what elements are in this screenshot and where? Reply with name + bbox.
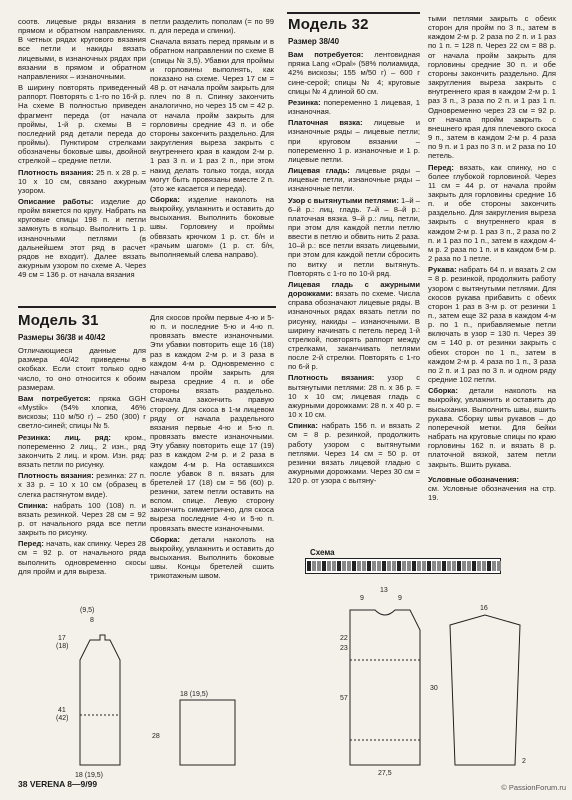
dim-label: 17	[58, 635, 66, 642]
elongated-stitch-paragraph: Узор с вытянутыми петлями: 1–й – 6–й р.: лиц. гладь. 7–й – 8–й р.: платочная вязка. 9–й р.: лиц. петли, при этом для каждой петли петлю ввести в петлю и обвить нить 2 раза. 10–й р.: все петли вязать лицевыми, при этом для каждой петли сбросить по витку и петли вытянуть. Повторять с 1-го по 10-й ряд.	[288, 195, 421, 278]
chart-cell	[437, 561, 441, 571]
sleeve-paragraph: Рукава: набрать 64 п. и вязать 2 см = 8 р. резинкой, продолжить работу узором с вытянутыми петлями. Для скосов рукава прибавить с обеих сторон 1 раз в 3-м р. от резинки 1 п., затем еще 32 раза в каждом 4-м р. по 1 п., прибавляемые петли включать в узор = 130 п. Через 39 см = 140 р. от резинки закрыть с обеих сторон по 1 п., затем в каждом 2-м р. 4 раза по 1 п., 3 раза по 2 п. и 1 раз по 3 п. и одном ряду средние 102 петли.	[428, 265, 556, 385]
col2-bottom-text	[150, 313, 274, 583]
dim-label: 28	[152, 733, 160, 740]
chart-cell	[357, 561, 361, 571]
dim-label: (18)	[56, 643, 69, 650]
dim-label: 2	[522, 758, 526, 765]
rib-paragraph: Резинка: лиц. ряд: кром., попеременно 2 лиц., 2 изн., ряд закончить 2 лиц. и кром. Изн. ряд: вязать петли по рисунку.	[18, 432, 146, 470]
legend-paragraph: Условные обозначения: см. Условные обозначения на стр. 19.	[428, 474, 556, 502]
chart-cell	[367, 561, 371, 571]
back-paragraph: Спинка: набрать 156 п. и вязать 2 см = 8 р. резинкой, продолжить работу узором с вытянутыми петлями. Через 14 см = 50 р. от резинки вязать лицевой гладью с ажурными дорожками. Через 30 см = 120 р. от узора с вытяну-	[288, 421, 420, 486]
dim-label: 27,5	[378, 770, 392, 777]
model32-section	[288, 17, 420, 487]
chart-cell	[487, 561, 491, 571]
dim-label: (42)	[56, 715, 69, 722]
assembly-paragraph: Сборка: детали наколоть на выкройку, увлажнить и оставить до высыхания. Выполнить боковые швы. Концы бретелей сшить трикотажным швом.	[150, 534, 274, 581]
chart-cell	[347, 561, 351, 571]
paragraph: петли разделить пополам (= по 99 п. для переда и спинки).	[150, 17, 274, 36]
assembly-paragraph: Сборка: изделие наколоть на выкройку, увлажнить и оставить до высыхания. Выполнить боковые швы. Горловину и проймы обвязать крючком 1 р. ст. б/н и «рачьим шагом» (1 р. ст. б/н, выполняемый слева направо).	[150, 194, 274, 259]
model32-divider	[287, 12, 420, 14]
materials-paragraph: Вам потребуется: пряжа GGH «Mystik» (54% хлопка, 46% вискозы; 110 м/50 г) – 250 (300) г светло-синей; спицы № 5.	[18, 393, 146, 431]
density-paragraph: Плотность вязания: резинка: 27 п. x 33 р. = 10 x 10 см (образец в слегка растянутом виде).	[18, 471, 146, 499]
dim-label: 41	[58, 707, 66, 714]
chart-cell	[327, 561, 331, 571]
chart-cell	[372, 561, 376, 571]
dim-label: 23	[340, 645, 348, 652]
paragraph: соотв. лицевые ряды вязания в прямом и обратном направлениях. В четных рядах кругового вязания все петли и накиды вязать лицевыми, в изнаночных рядах при вязании в прямом и обратном направлениях – изнаночными.	[18, 17, 146, 81]
paragraph: Отличающиеся данные для размера 40/42 приведены в скобках. Если стоит только одно число, то оно относится к обоим размерам.	[18, 346, 146, 392]
chart-cell	[442, 561, 446, 571]
model32-sizes: Размер 38/40	[288, 37, 340, 46]
paragraph: Сначала вязать перед прямым и в обратном направлении по схеме B (спицы № 3,5). Убавки для проймы и горловины выполнять, как показано на схеме. Через 17 см = 48 р. от начала пройм закрыть для плеч по 8 п. Спинку закончить аналогично, но через 15 см = 42 р. от начала пройм закрыть для горловины средние 43 п. и обе стороны закончить раздельно. Для закругления выреза закрыть с внутреннего края в каждом 2-м р. 1 раз 3 п. и 1 раз 2 п., при этом накид делать только тогда, когда могут быть провязаны вместе 2 п. (это же касается и переда).	[150, 37, 274, 193]
chart-cell	[402, 561, 406, 571]
chart-cell	[472, 561, 476, 571]
density-paragraph: Плотность вязания: узор с вытянутыми петлями: 28 п. x 36 р. = 10 x 10 см; лицевая гладь с ажурными дорожками: 28 п. x 40 р. = 10 x 10 см.	[288, 373, 420, 420]
chart-cell	[462, 561, 466, 571]
chart-cell	[377, 561, 381, 571]
model31-divider	[18, 306, 276, 308]
stockinette-paragraph: Лицевая гладь: лицевые ряды – лицевые петли, изнаночные ряды – изнаночные петли.	[288, 166, 420, 194]
chart-cell	[332, 561, 336, 571]
chart-cell	[417, 561, 421, 571]
chart-cell	[322, 561, 326, 571]
dim-label: (9,5)	[80, 607, 95, 614]
chart-cell	[447, 561, 451, 571]
chart-cell	[312, 561, 316, 571]
dim-label: 30	[430, 685, 438, 692]
dim-label: 9	[398, 595, 402, 602]
paragraph: Для скосов пройм первые 4-ю и 5-ю п. и последние 5-ю и 4-ю п. провязать вместе изнаночными. Эти убавки повторить еще 16 (18) раз в каждом 2-м р. и 3 раза в каждом 4-м р. Одновременно с началом пройм закрыть для выреза средние 4 п. и обе стороны вязать раздельно. Сначала закончить правую сторону. Для скоса в 1-м лицевом ряду от начала раздельного вязания первые 4-ю и 5-ю п. провязать вместе изнаночными. Эту убавку повторить еще 17 (19) раз в каждом 2-м р. и 2 раза в каждом 4-м р. На оставшихся после убавок 8 п. вязать для бретелей 17 (18) см = 56 (60) р. резинки, затем петли оставить на вспом. спице. Левую сторону закончить симметрично, для скоса выреза последние 4-ю и 5-ю п. провязать вместе изнаночными.	[150, 313, 274, 533]
dim-label: 9	[360, 595, 364, 602]
back-paragraph: Спинка: набрать 100 (108) п. и вязать резинкой. Через 28 см = 92 р. от начального ряда все петли закрыть по рисунку.	[18, 500, 146, 538]
model31-sizes: Размеры 36/38 и 40/42	[18, 333, 106, 342]
dim-label: 16	[480, 605, 488, 612]
model31-title: Модель 31	[18, 312, 99, 329]
chart-cell	[492, 561, 496, 571]
chart-cell	[317, 561, 321, 571]
chart-cell	[432, 561, 436, 571]
chart-cell	[382, 561, 386, 571]
chart-cell	[337, 561, 341, 571]
col2-top-text	[150, 17, 274, 261]
chart-cell	[342, 561, 346, 571]
paragraph: В ширину повторять приведенный раппорт. Повторять с 1-го по 16-й р. На схеме B полностью приведен фрагмент переда (от начала проймы, 1-й р. схемы B = последний ряд детали переда до проймы). Пунктиром стрелками обозначены боковые швы, двойной стрелкой – средние петли.	[18, 83, 146, 166]
density-paragraph: Плотность вязания: 25 п. x 28 р. = 10 x 10 см, связано ажурным узором.	[18, 167, 146, 195]
col4-text	[428, 14, 556, 504]
chart-cell	[362, 561, 366, 571]
front-paragraph: Перед: начать, как спинку. Через 28 см = 92 р. от начального ряда выполнить одновременно скосы для пройм и для выреза.	[18, 539, 146, 576]
dim-label: 57	[340, 695, 348, 702]
chart-cell	[407, 561, 411, 571]
col1-top-text	[18, 17, 146, 281]
chart-cell	[392, 561, 396, 571]
model31-pattern-diagram	[20, 600, 280, 780]
dim-label: 22	[340, 635, 348, 642]
paragraph: тыми петлями закрыть с обеих сторон для пройм по 3 п., затем в каждом 2-м р. 2 раза по 2 п. и 1 раз по 1 п. = 128 п. Через 22 см = 88 р. от начала пройм закрыть для горловины средние 30 п. и обе стороны закончить раздельно. Для закругления выреза закрыть с внутреннего края в каждом 2-м р. 1 раз 3 п., 3 раза по 2 п. и 1 раз 1 п. Одновременно через 23 см = 92 р. от начала пройм закрыть с внешнего края для плечевого скоса 9 п., затем в каждом 2-м р. 4 раза по 9 п. и 1 раз по 3 п. и 2 раза по 10 петель.	[428, 14, 556, 161]
assembly-paragraph: Сборка: детали наколоть на выкройку, увлажнить и оставить до высыхания. Выполнить швы, вшить рукава. Сборку швы рукавов – до поперечной метки. Для бейки набрать на круговые спицы по краю горловины 162 п. и вязать 8 р. платочной вязкой, затем петли закрыть. Вшить рукава.	[428, 386, 556, 469]
watermark: © PassionForum.ru	[501, 783, 566, 792]
chart-cell	[482, 561, 486, 571]
chart-cell	[457, 561, 461, 571]
chart-cell	[497, 561, 501, 571]
rib-paragraph: Резинка: попеременно 1 лицевая, 1 изнаночная.	[288, 97, 420, 117]
description-paragraph: Описание работы: изделие до пройм вяжется по кругу. Набрать на круговые спицы 198 п. и петли замкнуть в кольцо. Выполнить 1 р. изнаночными петлями (в дальнейшем этот ряд в расчет рядов не входит). Далее вязать ажурным узором по схеме A. Через 49 см = 136 р. от начала вязания	[18, 196, 146, 280]
materials-paragraph: Вам потребуется: лентовидная пряжа Lang «Opal» (58% полиамида, 42% вискозы; 155 м/50 г) – 600 г сине-серой; спицы № 4; круговые спицы № 4 длиной 60 см.	[288, 50, 420, 96]
chart-cell	[412, 561, 416, 571]
chart-cell	[422, 561, 426, 571]
chart-cell	[352, 561, 356, 571]
chart-cell	[307, 561, 311, 571]
garter-paragraph: Платочная вязка: лицевые и изнаночные ряды – лицевые петли; при круговом вязании – попеременно 1 р. изнаночные и 1 р. лицевые петли.	[288, 118, 420, 164]
page-footer: 38 VERENA 8—9/99	[18, 779, 98, 789]
chart-cell	[452, 561, 456, 571]
model31-section	[18, 313, 146, 578]
chart-cell	[477, 561, 481, 571]
schema-title: Схема	[310, 548, 335, 557]
chart-cell	[427, 561, 431, 571]
chart-cell	[467, 561, 471, 571]
chart-cell	[397, 561, 401, 571]
dim-label: 13	[380, 587, 388, 594]
chart-cell	[387, 561, 391, 571]
model32-title: Модель 32	[288, 16, 369, 33]
model32-pattern-diagram	[300, 580, 568, 780]
lace-paragraph: Лицевая гладь с ажурными дорожками: вязать по схеме. Числа справа обозначают лицевые ряды. В изнаночных рядах вязать петли по рисунку, накиды – изнаночными. В ширину начинать с петель перед 1-й стрелкой, повторять раппорт между стрелками, заканчивать петлями после 2-й стрелки. Повторять с 1-го по 6-й р.	[288, 279, 420, 372]
dim-label: 8	[90, 617, 94, 624]
lace-chart	[305, 558, 501, 574]
dim-label: 18 (19,5)	[75, 772, 104, 779]
dim-label: 18 (19,5)	[180, 691, 209, 698]
front-paragraph: Перед: вязать, как спинку, но с более глубокой горловиной. Через 11 см = 44 р. от начала пройм закрыть для горловины средние 16 п. и обе стороны закончить раздельно. Для закругления выреза закрыть с внутреннего края в каждом 2-м р. 1 раз 3 п., 2 раза по 2 п. и 1 раз по 1 п., затем в каждом 4-м р. 2 раза по 1 п. и в каждом 6-м р. 2 раза по 1 петле.	[428, 162, 556, 264]
